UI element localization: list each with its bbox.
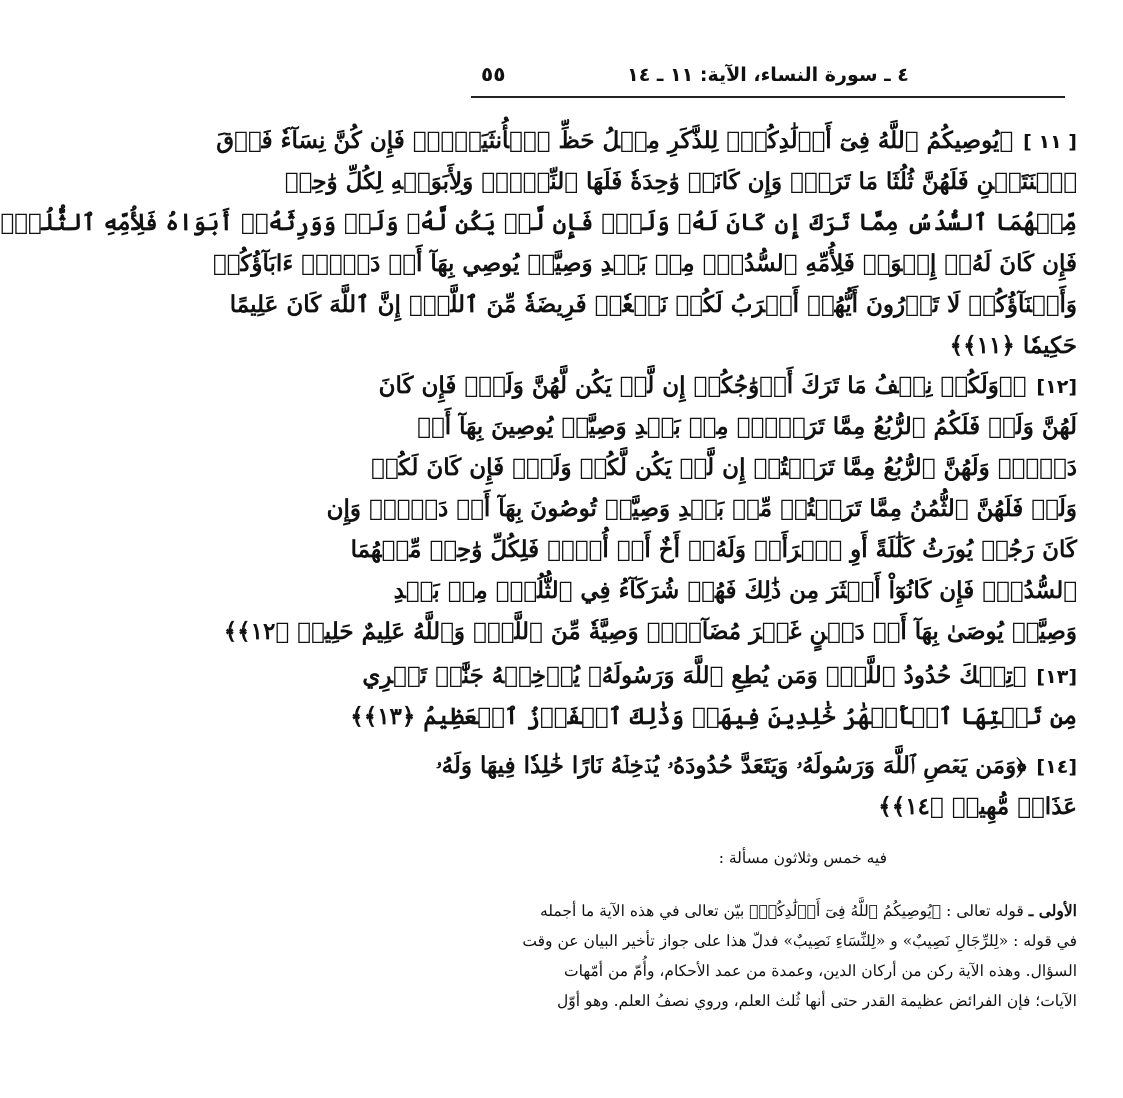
- intro-text: فيه خمس وثلاثون مسألة :: [718, 849, 887, 867]
- verse-line: كَانَ رَجُلٞ يُورَثُ كَلَٰلَةً أَوِ ٱمۡرَأَةٞ وَلَهُۥٓ أَخٌ أَوۡ أُخۡتٞ فَلِكُلِّ وَٰحِدٖ مِّنۡهُمَا: [350, 536, 1077, 563]
- commentary-line: [471, 896, 1077, 926]
- intro-line: [471, 843, 1077, 873]
- verse-line: وَأَبۡنَآؤُكُمۡ لَا تَدۡرُونَ أَيُّهُمۡ أَقۡرَبُ لَكُمۡ نَفۡعٗاۚ فَرِيضَةٗ مِّنَ ٱللَّهِۗ إِنَّ ٱللَّهَ كَانَ عَلِيمًا: [229, 291, 1077, 318]
- verse-number: [ ١١ ]: [1023, 131, 1077, 153]
- verse-line: مِّنۡهُمَا ٱلسُّدُسُ مِمَّا تَرَكَ إِن كَانَ لَهُۥ وَلَدٞۚ فَإِن لَّمۡ يَكُن لَّهُۥ وَلَدٞ وَوَرِثَهُۥٓ أَبَوَاهُ فَلِأُمِّهِ ٱلثُّلُثُۚ: [0, 209, 1077, 236]
- commentary-text: قوله تعالى : ﴿يُوصِيكُمُ ٱللَّهُ فِىٓ أَوۡلَٰدِكُمۡ﴾ بيّن تعالى في هذه الآية ما أجمله: [539, 902, 1024, 920]
- commentary-body: [471, 896, 1077, 1016]
- commentary-line: السؤال. وهذه الآية ركن من أركان الدين، وعمدة من عمد الأحكام، وأُمّ من أمّهات: [564, 962, 1077, 980]
- surah-title: ٤ ـ سورة النساء، الآية: ١١ ـ ١٤: [627, 64, 909, 86]
- verse-line: [216, 120, 1077, 161]
- page-number: ٥٥: [481, 62, 506, 86]
- verse-number: [١٢]: [1036, 376, 1077, 398]
- commentary-intro-block: [471, 843, 1077, 873]
- verse-line: حَكِيمٗا ﴿١١﴾﴾: [949, 332, 1077, 359]
- verse-number: [١٣]: [1036, 666, 1077, 688]
- verse-text: ﴿تِلۡكَ حُدُودُ ٱللَّهِۚ وَمَن يُطِعِ ٱللَّهَ وَرَسُولَهُۥ يُدۡخِلۡهُ جَنَّٰتٖ تَجۡرِي: [362, 662, 1027, 689]
- verse-line: ٱلسُّدُسُۚ فَإِن كَانُوٓاْ أَكۡثَرَ مِن ذَٰلِكَ فَهُمۡ شُرَكَآءُ فِي ٱلثُّلُثِۚ مِنۢ بَعۡدِ: [393, 577, 1077, 604]
- verse-line: دَيۡنٖۚ وَلَهُنَّ ٱلرُّبُعُ مِمَّا تَرَكۡتُمۡ إِن لَّمۡ يَكُن لَّكُمۡ وَلَدٞۚ فَإِن كَانَ لَكُمۡ: [371, 454, 1077, 481]
- verse-line: فَإِن كَانَ لَهُۥٓ إِخۡوَةٞ فَلِأُمِّهِ ٱلسُّدُسُۚ مِنۢ بَعۡدِ وَصِيَّةٖ يُوصِي بِهَآ أَوۡ دَيۡنٍۗ ءَابَآؤُكُمۡ: [212, 250, 1077, 277]
- verse-line: وَلَدٞ فَلَهُنَّ ٱلثُّمُنُ مِمَّا تَرَكۡتُمۚ مِّنۢ بَعۡدِ وَصِيَّةٖ تُوصُونَ بِهَآ أَوۡ دَيۡنٖۗ وَإِن: [326, 495, 1077, 522]
- verse-line: وَصِيَّةٖ يُوصَىٰ بِهَآ أَوۡ دَيۡنٍ غَيۡرَ مُضَآرّٖۚ وَصِيَّةٗ مِّنَ ٱللَّهِۗ وَٱللَّهُ عَلِيمٌ حَلِيمٞ ﴿١٢﴾﴾: [223, 618, 1077, 645]
- verse-text: ﴿يُوصِيكُمُ ٱللَّهُ فِىٓ أَوۡلَٰدِكُمۡۖ لِلذَّكَرِ مِثۡلُ حَظِّ ٱلۡأُنثَيَيۡنِۚ فَإِن كُنَّ نِسَآءٗ فَوۡقَ: [216, 127, 1014, 154]
- verse-13: [350, 655, 1077, 737]
- verse-line: عَذَابٞ مُّهِينٞ ﴿١٤﴾﴾: [878, 793, 1077, 820]
- verse-line: [378, 365, 1077, 406]
- verse-text: ﴿۞وَلَكُمۡ نِصۡفُ مَا تَرَكَ أَزۡوَٰجُكُمۡ إِن لَّمۡ يَكُن لَّهُنَّ وَلَدٞۚ فَإِن كَانَ: [378, 372, 1027, 399]
- commentary-line: الآيات؛ فإن الفرائض عظيمة القدر حتى أنها ثُلث العلم، وروي نصفُ العلم. وهو أوّل: [557, 992, 1077, 1010]
- verse-number: [١٤]: [1036, 756, 1077, 778]
- verse-12: [223, 365, 1077, 652]
- verse-line: [362, 655, 1077, 696]
- verse-14: [435, 745, 1077, 827]
- issue-label: الأولى ـ: [1028, 901, 1077, 920]
- verse-line: لَهُنَّ وَلَدٞ فَلَكُمُ ٱلرُّبُعُ مِمَّا تَرَكۡنَۚ مِنۢ بَعۡدِ وَصِيَّةٖ يُوصِينَ بِهَآ أَوۡ: [417, 413, 1077, 440]
- commentary-line: في قوله : «لِلرِّجَالِ نَصِيبٌ» و «لِلنِّسَاءِ نَصِيبٌ» فدلّ هذا على جواز تأخير البيان عن وقت: [522, 932, 1077, 950]
- verse-11: [0, 120, 1077, 366]
- page-header: [471, 60, 1065, 98]
- verse-line: ٱثۡنَتَيۡنِ فَلَهُنَّ ثُلُثَا مَا تَرَكَۖ وَإِن كَانَتۡ وَٰحِدَةٗ فَلَهَا ٱلنِّصۡفُۚ وَلِأَبَوَيۡهِ لِكُلِّ وَٰحِدٖ: [284, 168, 1077, 195]
- verse-text: ﴿وَمَن يَعۡصِ ٱللَّهَ وَرَسُولَهُۥ وَيَتَعَدَّ حُدُودَهُۥ يُدۡخِلۡهُ نَارًا خَٰلِدٗا فِيهَا وَلَهُۥ: [435, 752, 1027, 779]
- verse-line: [435, 745, 1077, 786]
- verse-line: مِن تَحۡتِهَا ٱلۡأَنۡهَٰرُ خَٰلِدِينَ فِيهَاۚ وَذَٰلِكَ ٱلۡفَوۡزُ ٱلۡعَظِيمُ ﴿١٣﴾﴾: [350, 703, 1077, 730]
